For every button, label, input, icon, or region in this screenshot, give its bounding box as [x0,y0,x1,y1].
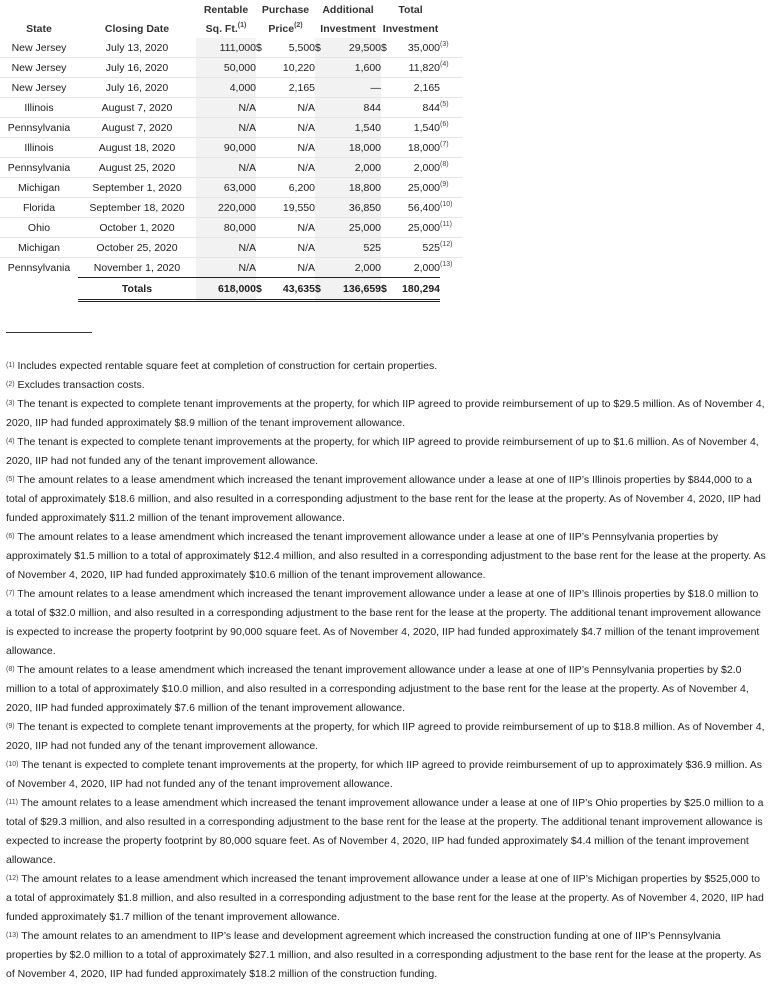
cell-closing-date: September 1, 2020 [78,178,196,198]
cell-price-currency: $ [256,41,262,54]
cell-additional-currency [315,158,326,178]
cell-additional-currency [315,58,326,78]
footnote-text: The amount relates to a lease amendment which increased the tenant improvement allowance under a lease at one of IIP’s Pennsylvania properties by approximately $1.5 million to a total of approximately $12.4 million, and also resulted in a corresponding adjustment to the base rent for the lease at the property. As of November 4, 2020, IIP had funded approximately $10.6 million of the tenant improvement allowance. [6,531,766,581]
footnote-text: The amount relates to a lease amendment which increased the tenant improvement allowance under a lease at one of IIP’s Ohio properties by $25.0 million to a total of $29.3 million, and also resulted in a corresponding adjustment to the base rent for the lease at the property. The additional tenant improvement allowance is expected to increase the property footprint by 80,000 square feet. As of November 4, 2020, IIP had funded approximately $4.4 million of the tenant improvement allowance. [6,797,764,866]
footnote [6,661,766,718]
table-row [0,218,462,238]
footnote-text: The tenant is expected to complete tenant improvements at the property, for which IIP agreed to provide reimbursement of up to $18.8 million. As of November 4, 2020, IIP had not funded any of the tenant improvement allowance. [6,721,765,752]
cell-additional: 525 [326,238,381,258]
cell-sqft: 111,000 [196,38,256,58]
totals-label: Totals [78,278,196,301]
totals-additional-currency: $ [315,278,326,301]
cell-total-currency [381,238,392,258]
table-row [0,158,462,178]
footnote [6,927,766,984]
footnote-text: The tenant is expected to complete tenant improvements at the property, for which IIP agreed to provide reimbursement of up to $29.5 million. As of November 4, 2020, IIP had funded approximately $8.9 million of the tenant improvement allowance. [6,398,765,429]
cell-price: N/A [266,238,315,258]
cell-additional: 1,600 [326,58,381,78]
cell-footnote-ref: (3) [440,40,449,48]
cell-total-currency [381,118,392,138]
cell-footnote-ref: (7) [440,138,462,158]
cell-total: 25,000 [392,218,440,238]
cell-additional: 18,000 [326,138,381,158]
cell-state: Michigan [0,238,78,258]
cell-footnote-ref: (5) [440,98,462,118]
cell-footnote-ref: (4) [440,58,462,78]
cell-footnote-ref: (9) [440,178,462,198]
cell-additional: 2,000 [326,258,381,278]
cell-sqft: N/A [196,258,256,278]
cell-state: Ohio [0,218,78,238]
cell-state: New Jersey [11,41,67,54]
table-row [0,38,462,58]
header-purchase: Purchase [261,3,310,16]
footnote [6,471,766,528]
footnote-text: The amount relates to a lease amendment which increased the tenant improvement allowance under a lease at one of IIP’s Michigan properties by $525,000 to a total of approximately $1.8 million, and also resulted in a corresponding adjustment to the base rent for the lease at the property. As of November 4, 2020, IIP had funded approximately $1.7 million of the tenant improvement allowance. [6,873,764,923]
header-total: Total [398,3,423,16]
cell-closing-date: October 25, 2020 [78,238,196,258]
totals-sqft: 618,000 [196,278,256,301]
cell-sqft: 4,000 [196,78,256,98]
footnote-text: The amount relates to a lease amendment which increased the tenant improvement allowance under a lease at one of IIP’s Illinois properties by $18.0 million to a total of $32.0 million, and also resulted in a corresponding adjustment to the base rent for the lease at the property. The additional tenant improvement allowance is expected to increase the property footprint by 90,000 square feet. As of November 4, 2020, IIP had funded approximately $4.7 million of the tenant improvement allowance. [6,588,761,657]
cell-additional-currency [315,218,326,238]
footnotes [6,357,766,984]
footnote-mark: (10) [6,761,19,768]
cell-additional-currency [315,198,326,218]
cell-closing-date: July 13, 2020 [105,41,169,54]
cell-price-currency [256,178,266,198]
cell-total-currency [381,138,392,158]
footnote-text: The tenant is expected to complete tenant improvements at the property, for which IIP agreed to provide reimbursement of up to $1.6 million. As of November 4, 2020, IIP had not funded any of the tenant improvement allowance. [6,436,759,467]
footnote-text: Excludes transaction costs. [17,379,145,391]
footnote [6,357,766,376]
cell-additional-currency: $ [315,38,326,58]
header-investment: Investment [320,22,376,35]
footnote [6,870,766,927]
cell-price: 2,165 [266,78,315,98]
table-row [0,258,462,278]
cell-additional-currency [315,178,326,198]
cell-total-currency: $ [381,41,387,54]
cell-total-currency [381,78,392,98]
cell-additional: 29,500 [326,38,381,58]
footnote-mark: (4) [6,438,15,445]
footnote-mark: (1) [6,362,15,369]
cell-total: 56,400 [392,198,440,218]
cell-total: 2,165 [392,78,440,98]
cell-price-currency [256,118,266,138]
cell-closing-date: September 18, 2020 [78,198,196,218]
footnote-text: Includes expected rentable square feet at completion of construction for certain properties. [17,360,438,372]
cell-footnote-ref: (11) [440,218,462,238]
footnote-mark: (5) [6,476,15,483]
cell-price-currency [256,78,266,98]
cell-state: Illinois [0,138,78,158]
cell-sqft: 220,000 [196,198,256,218]
footnote [6,376,766,395]
cell-total: 525 [392,238,440,258]
totals-total: 180,294 [392,278,440,301]
cell-total: 1,540 [392,118,440,138]
cell-price: 5,500 [288,41,315,54]
footnote-mark: (6) [6,533,15,540]
footnote [6,528,766,585]
footnote-mark: (11) [6,799,18,806]
cell-additional: 844 [326,98,381,118]
cell-sqft: 80,000 [196,218,256,238]
cell-sqft: 63,000 [196,178,256,198]
footnote [6,585,766,661]
cell-additional: 1,540 [326,118,381,138]
cell-closing-date: August 18, 2020 [78,138,196,158]
cell-price: N/A [266,218,315,238]
table-row [0,98,462,118]
cell-footnote-ref: (13) [440,258,462,278]
header-state: State [26,22,52,35]
transactions-table [0,0,462,302]
totals-total-currency: $ [381,278,392,301]
cell-price-currency [256,98,266,118]
cell-total: 2,000 [392,258,440,278]
footnote-mark: (7) [6,590,15,597]
table-row [0,78,462,98]
table-row [0,138,462,158]
footnote [6,756,766,794]
totals-additional: 136,659 [326,278,381,301]
cell-footnote-ref: (8) [440,158,462,178]
cell-total: 11,820 [392,58,440,78]
cell-closing-date: October 1, 2020 [78,218,196,238]
footnote-text: The amount relates to a lease amendment which increased the tenant improvement allowance under a lease at one of IIP’s Pennsylvania properties by $2.0 million to a total of approximately $10.0 million, and also resulted in a corresponding adjustment to the base rent for the lease at the property. As of November 4, 2020, IIP had funded approximately $7.6 million of the tenant improvement allowance. [6,664,749,714]
cell-price-currency [256,58,266,78]
cell-additional-currency [315,118,326,138]
cell-sqft: N/A [196,118,256,138]
header-closing-date: Closing Date [104,22,170,35]
cell-additional-currency [315,258,326,278]
totals-price: 43,635 [266,278,315,301]
cell-total-currency [381,58,392,78]
cell-sqft: N/A [196,238,256,258]
footnote-mark: (2) [6,381,15,388]
footnote-mark: (3) [6,400,15,407]
cell-state: New Jersey [0,58,78,78]
cell-state: New Jersey [0,78,78,98]
cell-footnote-ref: (10) [440,198,462,218]
cell-price-currency [256,138,266,158]
table-row [0,58,462,78]
cell-price: 6,200 [266,178,315,198]
cell-price: 10,220 [266,58,315,78]
cell-closing-date: July 16, 2020 [78,78,196,98]
cell-price: 19,550 [266,198,315,218]
cell-state: Illinois [0,98,78,118]
cell-additional-currency [315,138,326,158]
cell-total: 25,000 [392,178,440,198]
cell-total: 844 [392,98,440,118]
table-row [0,178,462,198]
cell-additional-currency [315,238,326,258]
footnote-text: The amount relates to an amendment to IIP’s lease and development agreement which increased the construction funding at one of IIP’s Pennsylvania properties by $2.0 million to a total of approximately $27.1 million, and also resulted in a corresponding adjustment to the base rent for the lease at the property. As of November 4, 2020, IIP had funded approximately $18.2 million of the construction funding. [6,930,762,980]
cell-state: Pennsylvania [0,158,78,178]
cell-closing-date: August 7, 2020 [78,98,196,118]
cell-price: N/A [266,158,315,178]
header-row-2 [0,19,462,38]
cell-additional: 25,000 [326,218,381,238]
cell-price-currency [256,158,266,178]
cell-total-currency [381,258,392,278]
cell-sqft: 90,000 [196,138,256,158]
footnote-separator [6,332,92,333]
footnote-mark: (9) [6,723,15,730]
cell-total: 18,000 [392,138,440,158]
cell-state: Pennsylvania [0,258,78,278]
cell-total-currency [381,178,392,198]
cell-additional-currency [315,98,326,118]
cell-price: N/A [266,138,315,158]
footnote [6,433,766,471]
cell-footnote-ref: (12) [440,238,462,258]
cell-price: N/A [266,98,315,118]
footnote-mark: (13) [6,932,19,939]
cell-total: 2,000 [392,158,440,178]
header-row-1 [0,0,462,19]
cell-sqft: N/A [196,98,256,118]
cell-additional: 2,000 [326,158,381,178]
cell-footnote-ref [440,78,462,98]
totals-row [0,278,462,301]
cell-additional: 18,800 [326,178,381,198]
cell-state: Pennsylvania [0,118,78,138]
footnote-mark: (12) [6,875,19,882]
cell-price-currency [256,198,266,218]
cell-price: N/A [266,258,315,278]
cell-closing-date: July 16, 2020 [78,58,196,78]
table-row [0,118,462,138]
cell-price-currency [256,238,266,258]
cell-closing-date: August 7, 2020 [78,118,196,138]
table-row [0,198,462,218]
cell-price-currency [256,218,266,238]
cell-total-currency [381,218,392,238]
footnote [6,395,766,433]
table-body [0,38,462,278]
cell-additional: — [326,78,381,98]
cell-state: Florida [0,198,78,218]
cell-closing-date: November 1, 2020 [78,258,196,278]
totals-price-currency: $ [256,278,266,301]
cell-total: 35,000 [407,41,441,54]
footnote-mark: (8) [6,666,15,673]
cell-footnote-ref: (6) [440,118,462,138]
header-price: Price$^{(2)}$ [268,21,303,35]
cell-total-currency [381,158,392,178]
footnote-text: The tenant is expected to complete tenant improvements at the property, for which IIP agreed to provide reimbursement of up to approximately $36.9 million. As of November 4, 2020, IIP had not funded any of the tenant improvement allowance. [6,759,763,790]
header-total-investment: Investment [382,22,439,35]
footnote-text: The amount relates to a lease amendment which increased the tenant improvement allowance under a lease at one of IIP’s Illinois properties by $844,000 to a total of approximately $18.6 million, and also resulted in a corresponding adjustment to the base rent for the lease at the property. As of November 4, 2020, IIP had funded approximately $11.2 million of the tenant improvement allowance. [6,474,761,524]
cell-total-currency [381,98,392,118]
header-additional: Additional [322,3,374,16]
footnote [6,718,766,756]
header-rentable: Rentable [203,3,249,16]
footnote [6,794,766,870]
header-sqft: Sq. Ft.$^{(1)}$ [205,21,247,35]
cell-price: N/A [266,118,315,138]
cell-closing-date: August 25, 2020 [78,158,196,178]
cell-price-currency [256,258,266,278]
cell-additional-currency [315,78,326,98]
table-row [0,238,462,258]
cell-total-currency [381,198,392,218]
cell-sqft: 50,000 [196,58,256,78]
cell-sqft: N/A [196,158,256,178]
cell-state: Michigan [0,178,78,198]
cell-additional: 36,850 [326,198,381,218]
